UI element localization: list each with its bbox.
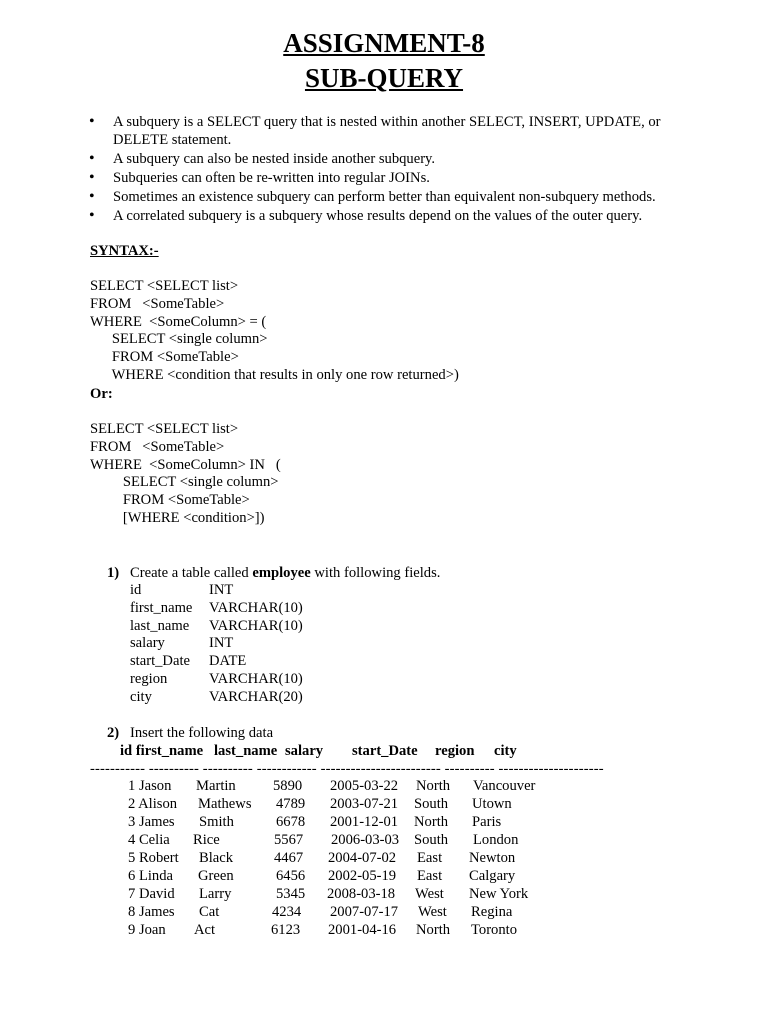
cell-city: Newton [469,850,516,866]
code-line: SELECT <single column> [90,474,279,491]
cell-start-date: 2006-03-03 [331,832,400,848]
cell-region: North [416,922,451,938]
cell-region: East [417,868,443,884]
cell-region: South [414,796,449,812]
code-line: [WHERE <condition>]) [90,509,265,526]
cell-start-date: 2001-12-01 [330,814,399,830]
cell-id-first: 3 James [128,814,175,830]
code-line: SELECT <single column> [90,331,268,348]
cell-region: South [414,832,449,848]
cell-salary: 6123 [271,922,301,938]
cell-city: Toronto [471,922,517,938]
cell-region: West [415,886,444,902]
table-row [0,796,768,814]
cell-start-date: 2005-03-22 [330,778,399,794]
syntax-block-1 [90,278,459,385]
field-name: first_name [130,599,193,616]
cell-region: West [418,904,447,920]
cell-region: East [417,850,443,866]
code-line: SELECT <SELECT list> [90,278,239,294]
cell-salary: 6456 [276,868,306,884]
cell-id-first: 7 David [128,886,175,902]
cell-city: London [473,832,519,848]
cell-city: Regina [471,904,513,920]
cell-region: North [414,814,449,830]
table-row [0,778,768,796]
code-line: WHERE <condition that results in only one row returned>) [90,366,459,383]
task-2-text: Insert the following data [130,725,274,741]
or-label: Or: [90,386,113,402]
task-1-text-after: with following fields. [310,565,441,581]
task-1-text-before: Create a table called [130,565,253,581]
cell-city: Paris [472,814,502,830]
cell-start-date: 2002-05-19 [328,868,397,884]
code-line: SELECT <SELECT list> [90,421,239,437]
cell-salary: 4234 [272,904,302,920]
cell-city: Calgary [469,868,516,884]
header-city: city [494,743,517,759]
cell-salary: 5567 [274,832,304,848]
bullet-item: • Sometimes an existence subquery can perform better than equivalent non-subquery methods. [88,188,688,206]
header-id-first-name: id first_name [120,743,204,759]
task-2-number: 2) [107,725,120,741]
cell-region: North [416,778,451,794]
cell-start-date: 2001-04-16 [328,922,397,938]
cell-last-name: Larry [199,886,232,902]
bullet-item: • Subqueries can often be re-written into regular JOINs. [88,169,688,187]
cell-id-first: 9 Joan [128,922,166,938]
cell-last-name: Martin [196,778,236,794]
header-start-date: start_Date [352,743,418,759]
cell-city: Utown [472,796,512,812]
code-line: FROM <SomeTable> [90,492,250,509]
code-line: FROM <SomeTable> [90,438,225,455]
field-name: id [130,582,142,598]
syntax-heading: SYNTAX:- [90,243,159,259]
cell-start-date: 2003-07-21 [330,796,399,812]
code-line: WHERE <SomeColumn> IN ( [90,456,281,473]
page-subtitle: SUB-QUERY [304,63,464,93]
table-row [0,922,768,940]
cell-id-first: 4 Celia [128,832,170,848]
table-row [0,886,768,904]
field-type: VARCHAR(20) [209,688,303,705]
field-name: region [130,670,168,687]
field-name: start_Date [130,653,190,670]
code-line: FROM <SomeTable> [90,295,225,312]
code-line: WHERE <SomeColumn> = ( [90,313,267,330]
cell-last-name: Act [194,922,216,938]
field-type: INT [209,582,234,598]
table-row [0,814,768,832]
code-line: FROM <SomeTable> [90,349,239,366]
cell-start-date: 2004-07-02 [328,850,397,866]
field-name: last_name [130,617,190,634]
cell-id-first: 1 Jason [128,778,172,794]
table-row [0,868,768,886]
page-title: ASSIGNMENT-8 [283,28,485,58]
cell-last-name: Rice [193,832,220,848]
header-last-name: last_name [214,743,278,759]
header-salary: salary [285,743,324,759]
bullet-item: • A correlated subquery is a subquery whose results depend on the values of the outer query. [88,207,688,225]
cell-salary: 5890 [273,778,303,794]
bullet-item: • A subquery can also be nested inside another subquery. [88,150,688,168]
task-1-number: 1) [107,565,120,581]
cell-start-date: 2007-07-17 [330,904,399,920]
cell-salary: 4789 [276,796,306,812]
cell-salary: 5345 [276,886,306,902]
cell-id-first: 6 Linda [128,868,173,884]
field-type: VARCHAR(10) [209,599,303,616]
field-type: VARCHAR(10) [209,670,303,687]
header-region: region [435,743,475,759]
field-name: city [130,688,152,705]
cell-city: New York [469,886,529,902]
cell-start-date: 2008-03-18 [327,886,396,902]
bullet-item: • A subquery is a SELECT query that is nested within another SELECT, INSERT, UPDATE, or DELETE statement. [88,113,688,149]
field-type: DATE [209,653,247,670]
task-1-table-name: employee [252,565,311,581]
cell-last-name: Smith [199,814,234,830]
task-1-text [130,564,440,582]
field-name: salary [130,635,165,652]
syntax-block-2 [90,421,281,528]
cell-city: Vancouver [473,778,536,794]
cell-salary: 4467 [274,850,304,866]
intro-bullet-list [88,113,688,226]
cell-salary: 6678 [276,814,306,830]
cell-last-name: Black [199,850,234,866]
table-row [0,850,768,868]
table-row [0,904,768,922]
cell-last-name: Green [198,868,234,884]
cell-last-name: Cat [199,904,220,920]
table-separator: ----------- ---------- ---------- ------------ ------------------------ ---------- --------------------- [90,761,604,777]
cell-id-first: 8 James [128,904,175,920]
cell-id-first: 5 Robert [128,850,179,866]
table-row [0,832,768,850]
field-type: VARCHAR(10) [209,617,303,634]
field-type: INT [209,635,234,652]
cell-id-first: 2 Alison [128,796,178,812]
cell-last-name: Mathews [198,796,252,812]
